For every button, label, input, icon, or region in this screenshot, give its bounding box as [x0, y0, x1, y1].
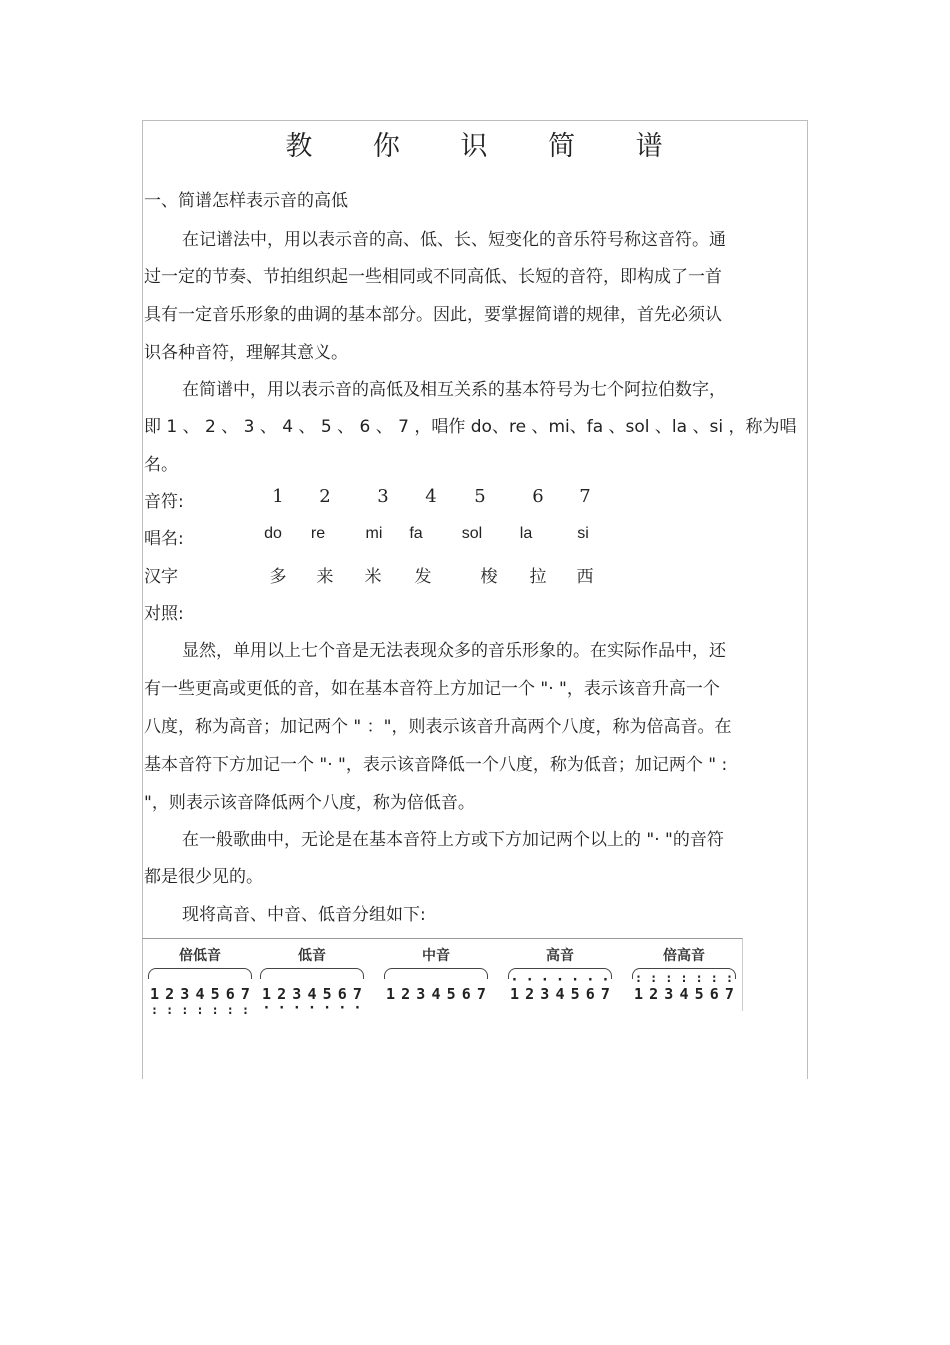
para1-line4: 识各种音符，理解其意义。 — [144, 343, 348, 363]
para3-line3: 八度，称为高音；加记两个 " ："，则表示该音升高两个八度，称为倍高音。在 — [144, 717, 732, 737]
para1-line1: 在记谱法中，用以表示音的高、低、长、短变化的音乐符号称这音符。通 — [182, 230, 726, 250]
octave-group — [504, 939, 616, 1003]
octave-group-label: 倍低音 — [179, 948, 221, 964]
octave-digits — [380, 985, 492, 1003]
octave-digits — [504, 985, 616, 1003]
digit: : 2 — [647, 985, 660, 1003]
octave-groups-figure — [142, 938, 743, 1011]
octave-group-label: 高音 — [546, 948, 574, 964]
para4-line2: 都是很少见的。 — [144, 867, 263, 887]
digit: · 3 — [538, 985, 551, 1003]
solfege-cell: fa — [409, 525, 423, 542]
chinese-cell: 来 — [316, 567, 334, 587]
digit: 6 : — [224, 985, 237, 1003]
note-cell: 6 — [532, 486, 544, 507]
para3-line5: "，则表示该音降低两个八度，称为倍低音。 — [144, 793, 475, 813]
brace — [384, 968, 488, 979]
digit: 4 — [431, 985, 441, 1003]
octave-digits — [256, 985, 368, 1003]
octave-group-label: 倍高音 — [663, 948, 705, 964]
table-label-chinese: 汉字 — [144, 567, 178, 587]
para3-line1: 显然，单用以上七个音是无法表现众多的音乐形象的。在实际作品中，还 — [182, 641, 726, 661]
octave-group — [380, 939, 492, 1003]
octave-group — [628, 939, 740, 1003]
digit: 1 : — [148, 985, 161, 1003]
digit: 5 · — [321, 985, 334, 1003]
digit: : 1 — [632, 985, 645, 1003]
chinese-cell: 梭 — [480, 567, 498, 587]
solfege-cell: si — [577, 525, 589, 542]
digit: 7 — [476, 985, 486, 1003]
digit: 2 — [401, 985, 411, 1003]
digit: 5 — [446, 985, 456, 1003]
solfege-cell: re — [310, 525, 326, 542]
octave-group — [144, 939, 256, 1003]
digit: : 4 — [677, 985, 690, 1003]
table-label-notes: 音符: — [144, 492, 184, 512]
para2-line2: 即 1 、 2 、 3 、 4 、 5 、 6 、 7 ，唱作 do、re 、mi、fa 、sol 、la 、si ，称为唱 — [144, 417, 797, 437]
chinese-cell: 米 — [364, 567, 382, 587]
para1-line2: 过一定的节奏、节拍组织起一些相同或不同高低、长短的音符，即构成了一首 — [144, 267, 722, 287]
page-title: 教 你 识 简 谱 — [285, 131, 689, 162]
note-cell: 4 — [425, 486, 437, 507]
octave-group-label: 低音 — [298, 948, 326, 964]
note-cell: 3 — [377, 486, 389, 507]
section-heading: 一、简谱怎样表示音的高低 — [144, 191, 348, 211]
digit: · 5 — [569, 985, 582, 1003]
octave-group — [256, 939, 368, 1003]
para3-line2: 有一些更高或更低的音，如在基本音符上方加记一个 "· "，表示该音升高一个 — [144, 679, 720, 699]
digit: 6 — [461, 985, 471, 1003]
digit: 5 : — [209, 985, 222, 1003]
chinese-cell: 拉 — [529, 567, 547, 587]
digit: 7 · — [351, 985, 364, 1003]
digit: 1 — [385, 985, 396, 1003]
para1-line3: 具有一定音乐形象的曲调的基本部分。因此，要掌握简谱的规律，首先必须认 — [144, 305, 722, 325]
digit: 3 · — [290, 985, 303, 1003]
digit: 1 · — [260, 985, 273, 1003]
octave-group-label: 中音 — [422, 948, 450, 964]
solfege-cell: mi — [365, 525, 383, 542]
table-label-compare: 对照: — [144, 604, 184, 624]
note-cell: 2 — [319, 486, 331, 507]
chinese-cell: 多 — [269, 567, 287, 587]
digit: 7 : — [239, 985, 252, 1003]
digit: : 6 — [708, 985, 721, 1003]
digit: · 6 — [584, 985, 597, 1003]
solfege-cell: sol — [461, 525, 483, 542]
digit: 3 — [416, 985, 426, 1003]
digit: 4 : — [193, 985, 206, 1003]
digit: · 4 — [553, 985, 566, 1003]
digit: 6 · — [336, 985, 349, 1003]
solfege-cell: do — [264, 525, 282, 542]
chinese-cell: 西 — [576, 567, 594, 587]
para2-line1: 在简谱中，用以表示音的高低及相互关系的基本符号为七个阿拉伯数字， — [182, 380, 726, 400]
para4-line1: 在一般歌曲中，无论是在基本音符上方或下方加记两个以上的 "· "的音符 — [182, 830, 724, 850]
digit: : 7 — [723, 985, 736, 1003]
digit: · 1 — [508, 985, 521, 1003]
octave-digits — [628, 985, 740, 1003]
digit: : 5 — [693, 985, 706, 1003]
brace — [260, 968, 364, 979]
brace — [148, 968, 252, 979]
table-label-solfege: 唱名: — [144, 529, 184, 549]
digit: 4 · — [305, 985, 318, 1003]
note-cell: 7 — [579, 486, 591, 507]
note-cell: 5 — [474, 486, 486, 507]
chinese-cell: 发 — [414, 567, 432, 587]
digit: : 3 — [662, 985, 675, 1003]
digit: 3 : — [178, 985, 191, 1003]
solfege-cell: la — [519, 525, 533, 542]
para5: 现将高音、中音、低音分组如下: — [182, 905, 426, 925]
para3-line4: 基本音符下方加记一个 "· "，表示该音降低一个八度，称为低音；加记两个 " : — [144, 755, 728, 775]
digit: 2 : — [163, 985, 176, 1003]
octave-digits — [144, 985, 256, 1003]
digit: · 7 — [599, 985, 612, 1003]
note-cell: 1 — [272, 486, 284, 507]
para2-line3: 名。 — [144, 455, 178, 475]
digit: 2 · — [275, 985, 288, 1003]
digit: · 2 — [523, 985, 536, 1003]
